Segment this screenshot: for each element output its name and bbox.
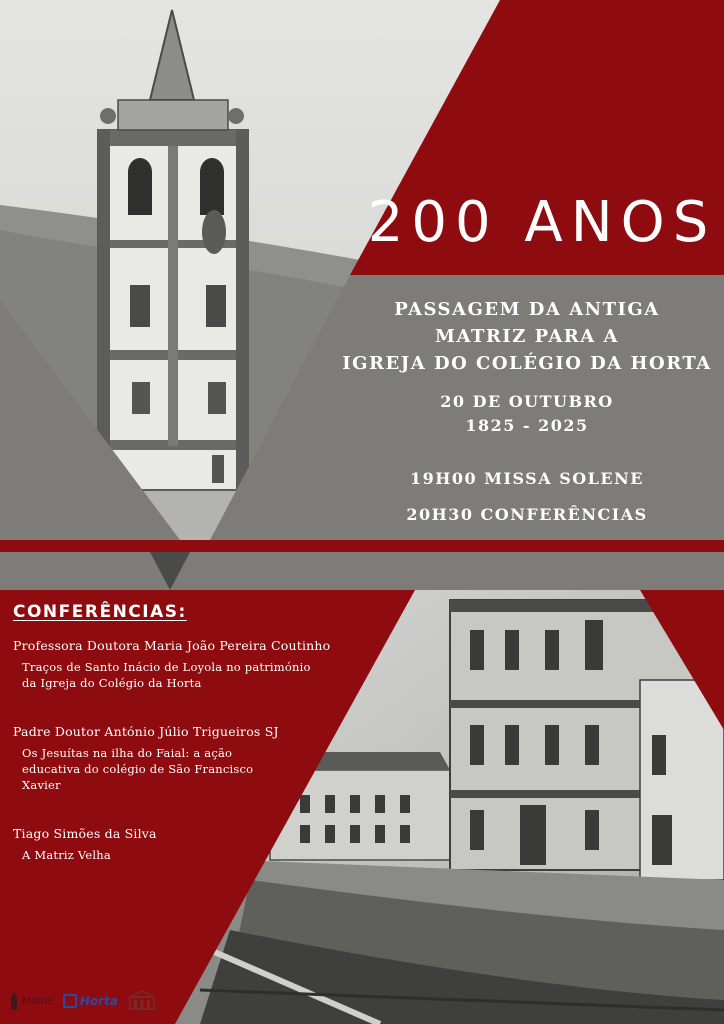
matriz-logo-text: Matriz [22, 995, 53, 1007]
schedule-conferences: 20H30 CONFERÊNCIAS [406, 505, 648, 524]
matriz-logo [8, 992, 53, 1010]
red-stripe [0, 540, 724, 552]
subtitle-line: IGREJA DO COLÉGIO DA HORTA [342, 353, 712, 374]
conference-entry [13, 637, 393, 691]
talk-title [22, 745, 393, 793]
horta-emblem-icon [63, 994, 77, 1008]
date-line: 20 DE OUTUBRO [440, 392, 614, 411]
conference-entry [13, 825, 393, 863]
main-title: 200 ANOS [367, 190, 717, 255]
logos-bar [8, 988, 156, 1014]
years-line: 1825 - 2025 [465, 416, 589, 435]
institution-emblem-icon [128, 991, 156, 1011]
talk-line: Xavier [22, 778, 61, 792]
horta-logo-text: Horta [79, 994, 118, 1008]
conferences-list [13, 637, 393, 895]
date-block [330, 390, 724, 438]
schedule-mass: 19H00 MISSA SOLENE [410, 469, 644, 488]
talk-line: da Igreja do Colégio da Horta [22, 676, 202, 690]
speaker-name: Tiago Simões da Silva [13, 826, 157, 841]
talk-line: Os Jesuítas na ilha do Faial: a ação [22, 746, 233, 760]
talk-line: Traços de Santo Inácio de Loyola no património [22, 660, 311, 674]
subtitle-line: PASSAGEM DA ANTIGA [394, 299, 660, 320]
speaker-name: Professora Doutora Maria João Pereira Coutinho [13, 638, 331, 653]
gray-band [0, 552, 724, 590]
talk-line: educativa do colégio de São Francisco [22, 762, 254, 776]
conferences-heading: CONFERÊNCIAS: [13, 602, 187, 622]
church-icon [8, 992, 20, 1010]
horta-logo [63, 994, 118, 1008]
talk-line: A Matriz Velha [22, 848, 111, 862]
speaker-name: Padre Doutor António Júlio Trigueiros SJ [13, 724, 279, 739]
subtitle-line: MATRIZ PARA A [435, 326, 619, 347]
conference-entry [13, 723, 393, 793]
talk-title [22, 659, 393, 691]
subtitle [330, 296, 724, 377]
schedule [330, 461, 724, 533]
talk-title [22, 847, 393, 863]
